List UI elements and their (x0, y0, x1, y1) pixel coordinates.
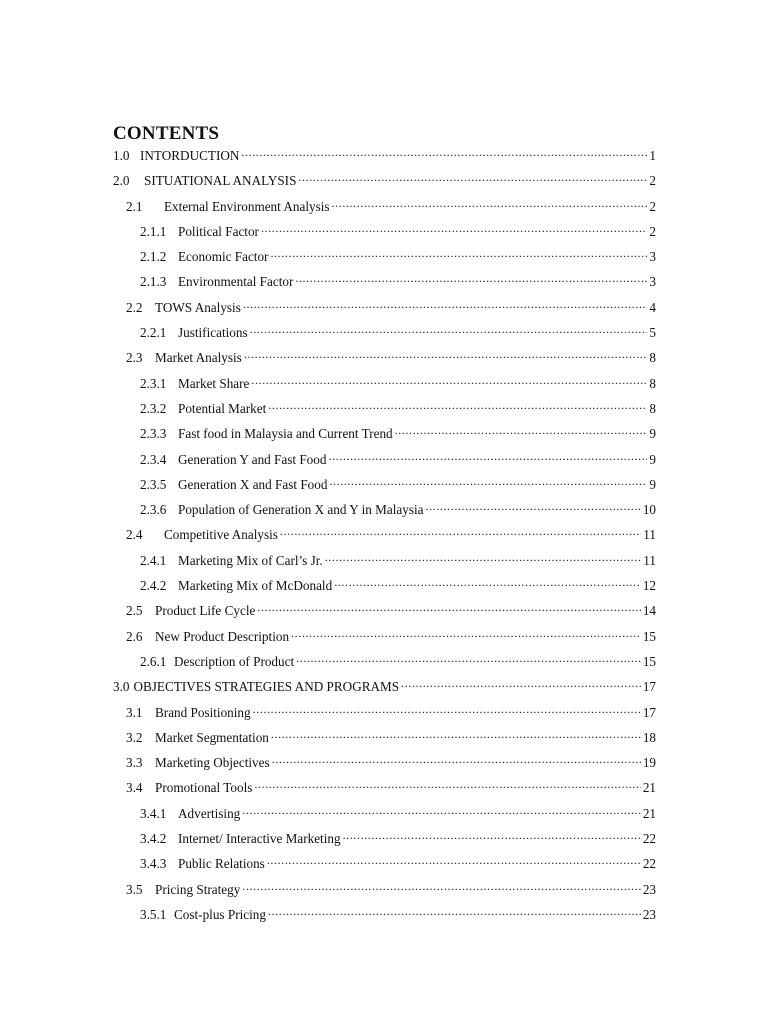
toc-section-number: 2.4.1 (140, 552, 167, 568)
toc-section-number: 3.4.1 (140, 805, 167, 821)
toc-section-title: Cost-plus Pricing (174, 906, 266, 922)
toc-page-number: 11 (643, 552, 656, 568)
toc-entry[interactable] (113, 297, 656, 322)
toc-entry[interactable] (113, 398, 656, 423)
toc-section-title: Justifications (178, 325, 248, 341)
toc-entry[interactable] (113, 777, 656, 802)
toc-leader-dots (242, 804, 641, 818)
toc-entry[interactable] (113, 271, 656, 296)
toc-section-title: Marketing Mix of McDonald (178, 578, 333, 594)
toc-entry[interactable] (113, 145, 656, 170)
toc-page-number: 3 (649, 249, 656, 265)
toc-section-number: 2.1.3 (140, 274, 167, 290)
toc-leader-dots (268, 905, 641, 919)
toc-page-number: 19 (642, 755, 656, 771)
toc-section-number: 2.3 (126, 350, 143, 366)
toc-page-number: 18 (642, 729, 656, 745)
toc-section-title: Product Life Cycle (155, 603, 256, 619)
toc-section-title: Generation Y and Fast Food (178, 451, 327, 467)
toc-entry[interactable] (113, 702, 656, 727)
toc-entry[interactable] (113, 423, 656, 448)
toc-section-number: 2.3.3 (140, 426, 167, 442)
toc-page-number: 21 (642, 780, 656, 796)
toc-section-number: 2.4 (126, 527, 143, 543)
toc-page-number: 1 (649, 148, 656, 163)
toc-leader-dots (251, 374, 647, 388)
toc-entry[interactable] (113, 879, 656, 904)
toc-section-number: 2.3.2 (140, 400, 167, 416)
toc-page-number: 12 (642, 578, 656, 594)
toc-page-number: 23 (642, 881, 656, 897)
toc-leader-dots (334, 576, 641, 590)
toc-page-number: 2 (649, 198, 656, 214)
toc-page-number: 17 (642, 679, 656, 695)
toc-entry[interactable] (113, 474, 656, 499)
toc-page-number: 15 (642, 628, 656, 644)
toc-page-number: 2 (649, 223, 656, 239)
toc-section-title: Environmental Factor (178, 274, 294, 290)
toc-leader-dots (426, 500, 641, 514)
toc-leader-dots (253, 703, 641, 717)
toc-section-title: Population of Generation X and Y in Malaysia (178, 502, 424, 518)
toc-section-title: Promotional Tools (155, 780, 253, 796)
toc-page-number: 5 (649, 325, 656, 341)
toc-section-title: Internet/ Interactive Marketing (178, 831, 341, 847)
toc-section-title: Pricing Strategy (155, 881, 241, 897)
toc-section-number: 2.1.1 (140, 223, 167, 239)
toc-leader-dots (280, 525, 641, 539)
toc-entry[interactable] (113, 651, 656, 676)
toc-leader-dots (254, 778, 640, 792)
toc-leader-dots (343, 829, 641, 843)
toc-section-number: 2.3.5 (140, 476, 167, 492)
toc-page-number: 10 (642, 502, 656, 518)
toc-leader-dots (244, 348, 648, 362)
toc-entry[interactable] (113, 221, 656, 246)
toc-page-number: 8 (649, 400, 656, 416)
toc-section-number: 3.5.1 (140, 906, 167, 922)
toc-page-number: 9 (649, 476, 656, 492)
toc-section-title: External Environment Analysis (164, 198, 330, 214)
toc-section-title: Political Factor (178, 223, 259, 239)
toc-section-title: Market Analysis (155, 350, 242, 366)
toc-entry[interactable] (113, 853, 656, 878)
toc-section-title: Description of Product (174, 653, 295, 669)
toc-page-number: 9 (649, 451, 656, 467)
toc-entry[interactable] (113, 373, 656, 398)
toc-leader-dots (242, 880, 640, 894)
toc-leader-dots (250, 323, 648, 337)
toc-entry[interactable] (113, 904, 656, 929)
toc-entry[interactable] (113, 347, 656, 372)
toc-leader-dots (295, 272, 647, 286)
toc-section-number: 2.1 (126, 198, 143, 214)
toc-section-number: 3.4.3 (140, 856, 167, 872)
toc-section-number: 2.0 (113, 173, 130, 189)
toc-entry[interactable] (113, 600, 656, 625)
toc-page-number: 8 (649, 375, 656, 391)
toc-leader-dots (272, 753, 641, 767)
toc-page-number: 2 (649, 173, 656, 189)
toc-section-title: TOWS Analysis (155, 299, 241, 315)
toc-leader-dots (261, 222, 647, 236)
toc-section-title: Marketing Objectives (155, 755, 270, 771)
toc-section-title: Generation X and Fast Food (178, 476, 328, 492)
toc-page-number: 15 (642, 653, 656, 669)
toc-section-number: 2.3.1 (140, 375, 167, 391)
toc-section-title: Advertising (178, 805, 241, 821)
toc-page-number: 22 (642, 856, 656, 872)
toc-entry[interactable] (113, 322, 656, 347)
toc-leader-dots (332, 197, 648, 211)
toc-leader-dots (291, 627, 641, 641)
toc-section-number: 2.4.2 (140, 578, 167, 594)
toc-section-title: New Product Description (155, 628, 290, 644)
toc-section-number: 2.2.1 (140, 325, 167, 341)
toc-leader-dots (270, 247, 647, 261)
toc-section-number: 3.5 (126, 881, 143, 897)
toc-section-title: Fast food in Malaysia and Current Trend (178, 426, 393, 442)
toc-entry[interactable] (113, 676, 656, 701)
toc-entry[interactable] (113, 752, 656, 777)
toc-leader-dots (296, 652, 641, 666)
toc-page-number: 4 (649, 299, 656, 315)
toc-page-number: 3 (649, 274, 656, 290)
toc-section-number: 3.2 (126, 729, 143, 745)
toc-page-number: 8 (649, 350, 656, 366)
toc-section-number: 1.0 (113, 148, 130, 163)
toc-section-number: 3.0 (113, 679, 130, 695)
toc-entry[interactable] (113, 626, 656, 651)
toc-leader-dots (271, 728, 641, 742)
toc-entry[interactable] (113, 170, 656, 195)
toc-entry[interactable] (113, 246, 656, 271)
toc-section-title: SITUATIONAL ANALYSIS (144, 173, 297, 189)
table-of-contents (113, 145, 656, 929)
toc-entry[interactable] (113, 550, 656, 575)
toc-entry[interactable] (113, 449, 656, 474)
toc-leader-dots (268, 399, 647, 413)
toc-leader-dots (267, 854, 641, 868)
toc-section-number: 2.6 (126, 628, 143, 644)
toc-leader-dots (395, 424, 648, 438)
toc-section-title: INTORDUCTION (140, 148, 240, 163)
toc-page-number: 22 (642, 831, 656, 847)
toc-leader-dots (329, 475, 647, 489)
toc-section-number: 2.3.6 (140, 502, 167, 518)
toc-section-title: OBJECTIVES STRATEGIES AND PROGRAMS (133, 679, 400, 695)
toc-section-number: 3.4 (126, 780, 143, 796)
toc-leader-dots (243, 298, 648, 312)
toc-entry[interactable] (113, 575, 656, 600)
toc-section-number: 3.1 (126, 704, 143, 720)
toc-entry[interactable] (113, 803, 656, 828)
toc-page-number: 23 (642, 906, 656, 922)
toc-section-number: 2.2 (126, 299, 143, 315)
toc-section-title: Marketing Mix of Carl’s Jr. (178, 552, 323, 568)
toc-leader-dots (241, 146, 647, 160)
toc-section-title: Economic Factor (178, 249, 269, 265)
toc-leader-dots (298, 171, 647, 185)
toc-section-title: Market Segmentation (155, 729, 269, 745)
toc-section-title: Market Share (178, 375, 250, 391)
toc-leader-dots (328, 450, 647, 464)
toc-section-number: 3.3 (126, 755, 143, 771)
toc-page-number: 11 (643, 527, 656, 543)
toc-leader-dots (401, 677, 641, 691)
toc-entry[interactable] (113, 524, 656, 549)
toc-page-number: 9 (649, 426, 656, 442)
toc-entry[interactable] (113, 828, 656, 853)
toc-entry[interactable] (113, 499, 656, 524)
contents-heading: CONTENTS (113, 123, 220, 144)
toc-section-number: 2.3.4 (140, 451, 167, 467)
toc-section-number: 2.1.2 (140, 249, 167, 265)
toc-section-number: 2.6.1 (140, 653, 167, 669)
toc-page-number: 14 (642, 603, 656, 619)
toc-section-number: 2.5 (126, 603, 143, 619)
toc-section-title: Brand Positioning (155, 704, 251, 720)
toc-section-title: Public Relations (178, 856, 265, 872)
toc-entry[interactable] (113, 196, 656, 221)
toc-section-title: Potential Market (178, 400, 267, 416)
toc-page-number: 21 (642, 805, 656, 821)
toc-section-number: 3.4.2 (140, 831, 167, 847)
toc-leader-dots (325, 551, 642, 565)
toc-leader-dots (257, 601, 640, 615)
toc-section-title: Competitive Analysis (164, 527, 278, 543)
toc-page-number: 17 (642, 704, 656, 720)
toc-entry[interactable] (113, 727, 656, 752)
